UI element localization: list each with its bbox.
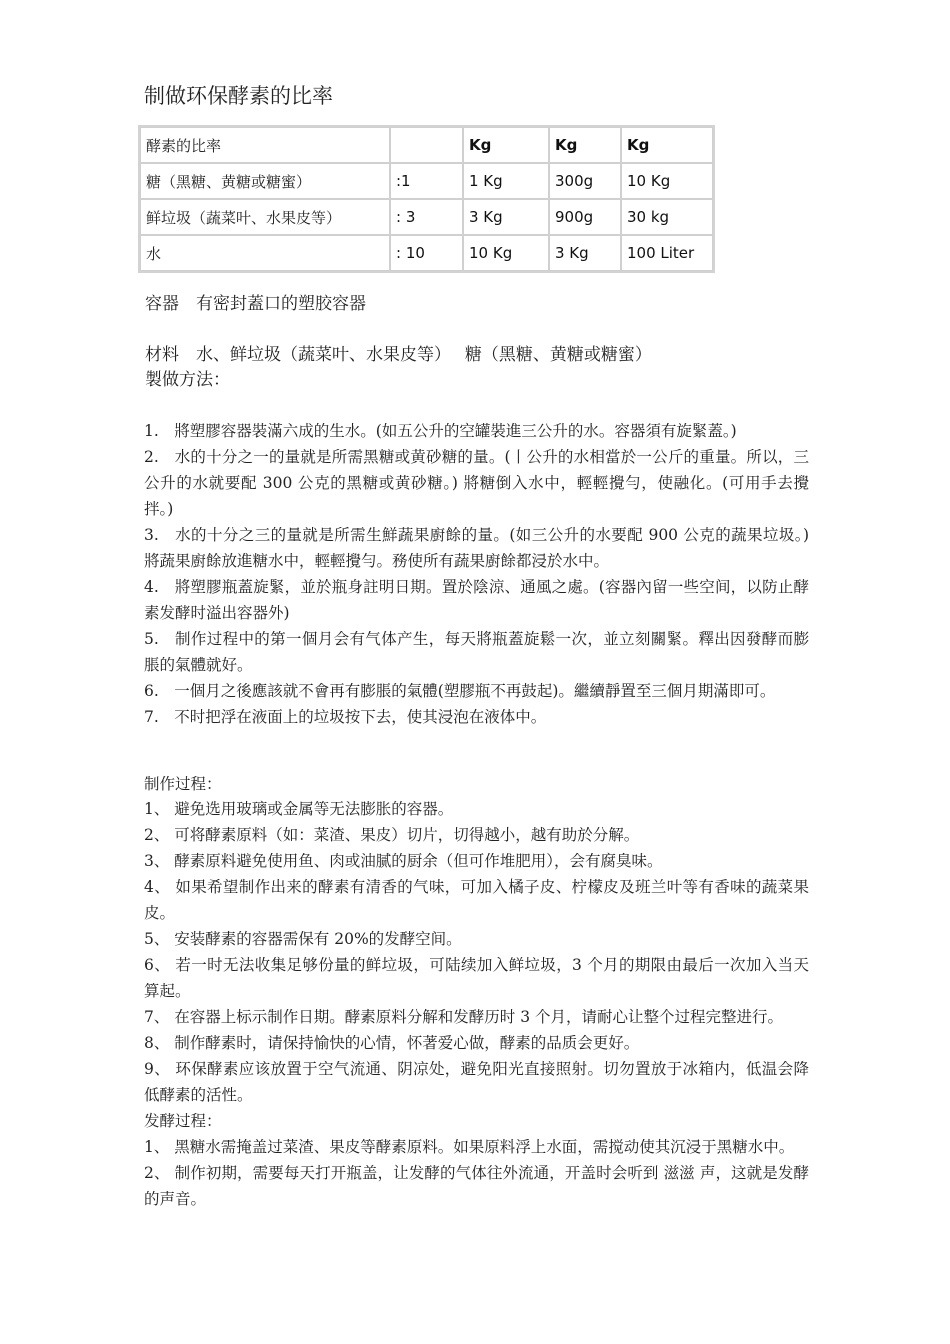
list-item: 2. 水的十分之一的量就是所需黑糖或黄砂糖的量。(丨公升的水相當於一公斤的重量。所以，三公升的水就要配 300 公克的黑糖或黄砂糖。) 將糖倒入水中，輕輕攪勻，使融化。(可用手去攪拌。) — [144, 448, 809, 518]
table-cell: : 3 — [390, 199, 463, 235]
table-row — [140, 235, 713, 271]
table-cell: 3 Kg — [549, 235, 621, 271]
table-cell: :1 — [390, 163, 463, 199]
method-label: 製做方法： — [145, 370, 230, 390]
table-cell: 10 Kg — [463, 235, 549, 271]
table-cell: Kg — [621, 127, 713, 163]
list-item: 2、 可将酵素原料（如：菜渣、果皮）切片，切得越小，越有助於分解。 — [144, 826, 640, 844]
table-cell: 鲜垃圾（蔬菜叶、水果皮等） — [140, 199, 390, 235]
table-cell: 300g — [549, 163, 621, 199]
process-label: 制作过程： — [144, 775, 222, 793]
table-header-row — [140, 127, 713, 163]
ferment-label: 发酵过程： — [144, 1112, 222, 1130]
method-steps — [144, 418, 809, 730]
list-item: 5、 安装酵素的容器需保有 20%的发酵空间。 — [144, 930, 462, 948]
table-cell: 10 Kg — [621, 163, 713, 199]
table-cell: 糖（黑糖、黄糖或糖蜜） — [140, 163, 390, 199]
process-steps — [144, 796, 809, 1212]
list-item: 4. 將塑膠瓶蓋旋緊，並於瓶身註明日期。置於陰涼、通風之處。(容器內留一些空间，以防止酵素发酵时溢出容器外) — [144, 578, 809, 622]
list-item: 7、 在容器上标示制作日期。酵素原料分解和发酵历时 3 个月，请耐心让整个过程完整进行。 — [144, 1008, 784, 1026]
table-cell: 水 — [140, 235, 390, 271]
table-cell: 100 Liter — [621, 235, 713, 271]
page-title: 制做环保酵素的比率 — [144, 84, 333, 108]
table-cell: 3 Kg — [463, 199, 549, 235]
list-item: 6. 一個月之後應該就不會再有膨脹的氣體(塑膠瓶不再鼓起)。繼續靜置至三個月期滿即可。 — [144, 682, 776, 700]
list-item: 1、 避免选用玻璃或金属等无法膨胀的容器。 — [144, 800, 454, 818]
list-item: 6、 若一时无法收集足够份量的鲜垃圾，可陆续加入鲜垃圾，3 个月的期限由最后一次加入当天算起。 — [144, 956, 809, 1000]
list-item: 3. 水的十分之三的量就是所需生鮮蔬果廚餘的量。(如三公升的水要配 900 公克的蔬果垃圾。) 將蔬果廚餘放進糖水中，輕輕攪勻。務使所有蔬果廚餘都浸於水中。 — [144, 526, 809, 570]
ratio-table — [138, 125, 715, 273]
list-item: 3、 酵素原料避免使用鱼、肉或油腻的厨余（但可作堆肥用），会有腐臭味。 — [144, 852, 663, 870]
table-cell: 30 kg — [621, 199, 713, 235]
table-cell: 酵素的比率 — [140, 127, 390, 163]
table-cell: Kg — [549, 127, 621, 163]
table-cell: Kg — [463, 127, 549, 163]
list-item: 9、 环保酵素应该放置于空气流通、阴凉处，避免阳光直接照射。切勿置放于冰箱内，低温会降低酵素的活性。 — [144, 1060, 809, 1104]
list-item: 8、 制作酵素时，请保持愉快的心情，怀著爱心做，酵素的品质会更好。 — [144, 1034, 640, 1052]
table-row — [140, 199, 713, 235]
list-item: 1. 將塑膠容器裝滿六成的生水。(如五公升的空罐裝進三公升的水。容器須有旋緊蓋。) — [144, 422, 737, 440]
list-item: 1、 黑糖水需掩盖过菜渣、果皮等酵素原料。如果原料浮上水面，需搅动使其沉浸于黑糖水中。 — [144, 1138, 795, 1156]
list-item: 5. 制作过程中的第一個月会有气体产生，每天將瓶蓋旋鬆一次，並立刻關緊。釋出因發酵而膨脹的氣體就好。 — [144, 630, 809, 674]
table-cell: 1 Kg — [463, 163, 549, 199]
list-item: 7. 不时把浮在液面上的垃圾按下去，使其浸泡在液体中。 — [144, 708, 547, 726]
list-item: 4、 如果希望制作出来的酵素有清香的气味，可加入橘子皮、柠檬皮及班兰叶等有香味的蔬菜果皮。 — [144, 878, 809, 922]
table-cell: : 10 — [390, 235, 463, 271]
table-cell — [390, 127, 463, 163]
list-item: 2、 制作初期，需要每天打开瓶盖，让发酵的气体往外流通，开盖时会听到 滋滋 声，这就是发酵的声音。 — [144, 1164, 809, 1208]
table-cell: 900g — [549, 199, 621, 235]
container-line: 容器 有密封蓋口的塑胶容器 — [145, 294, 366, 314]
table-row — [140, 163, 713, 199]
materials-line: 材料 水、鲜垃圾（蔬菜叶、水果皮等） 糖（黑糖、黄糖或糖蜜） — [145, 345, 652, 365]
